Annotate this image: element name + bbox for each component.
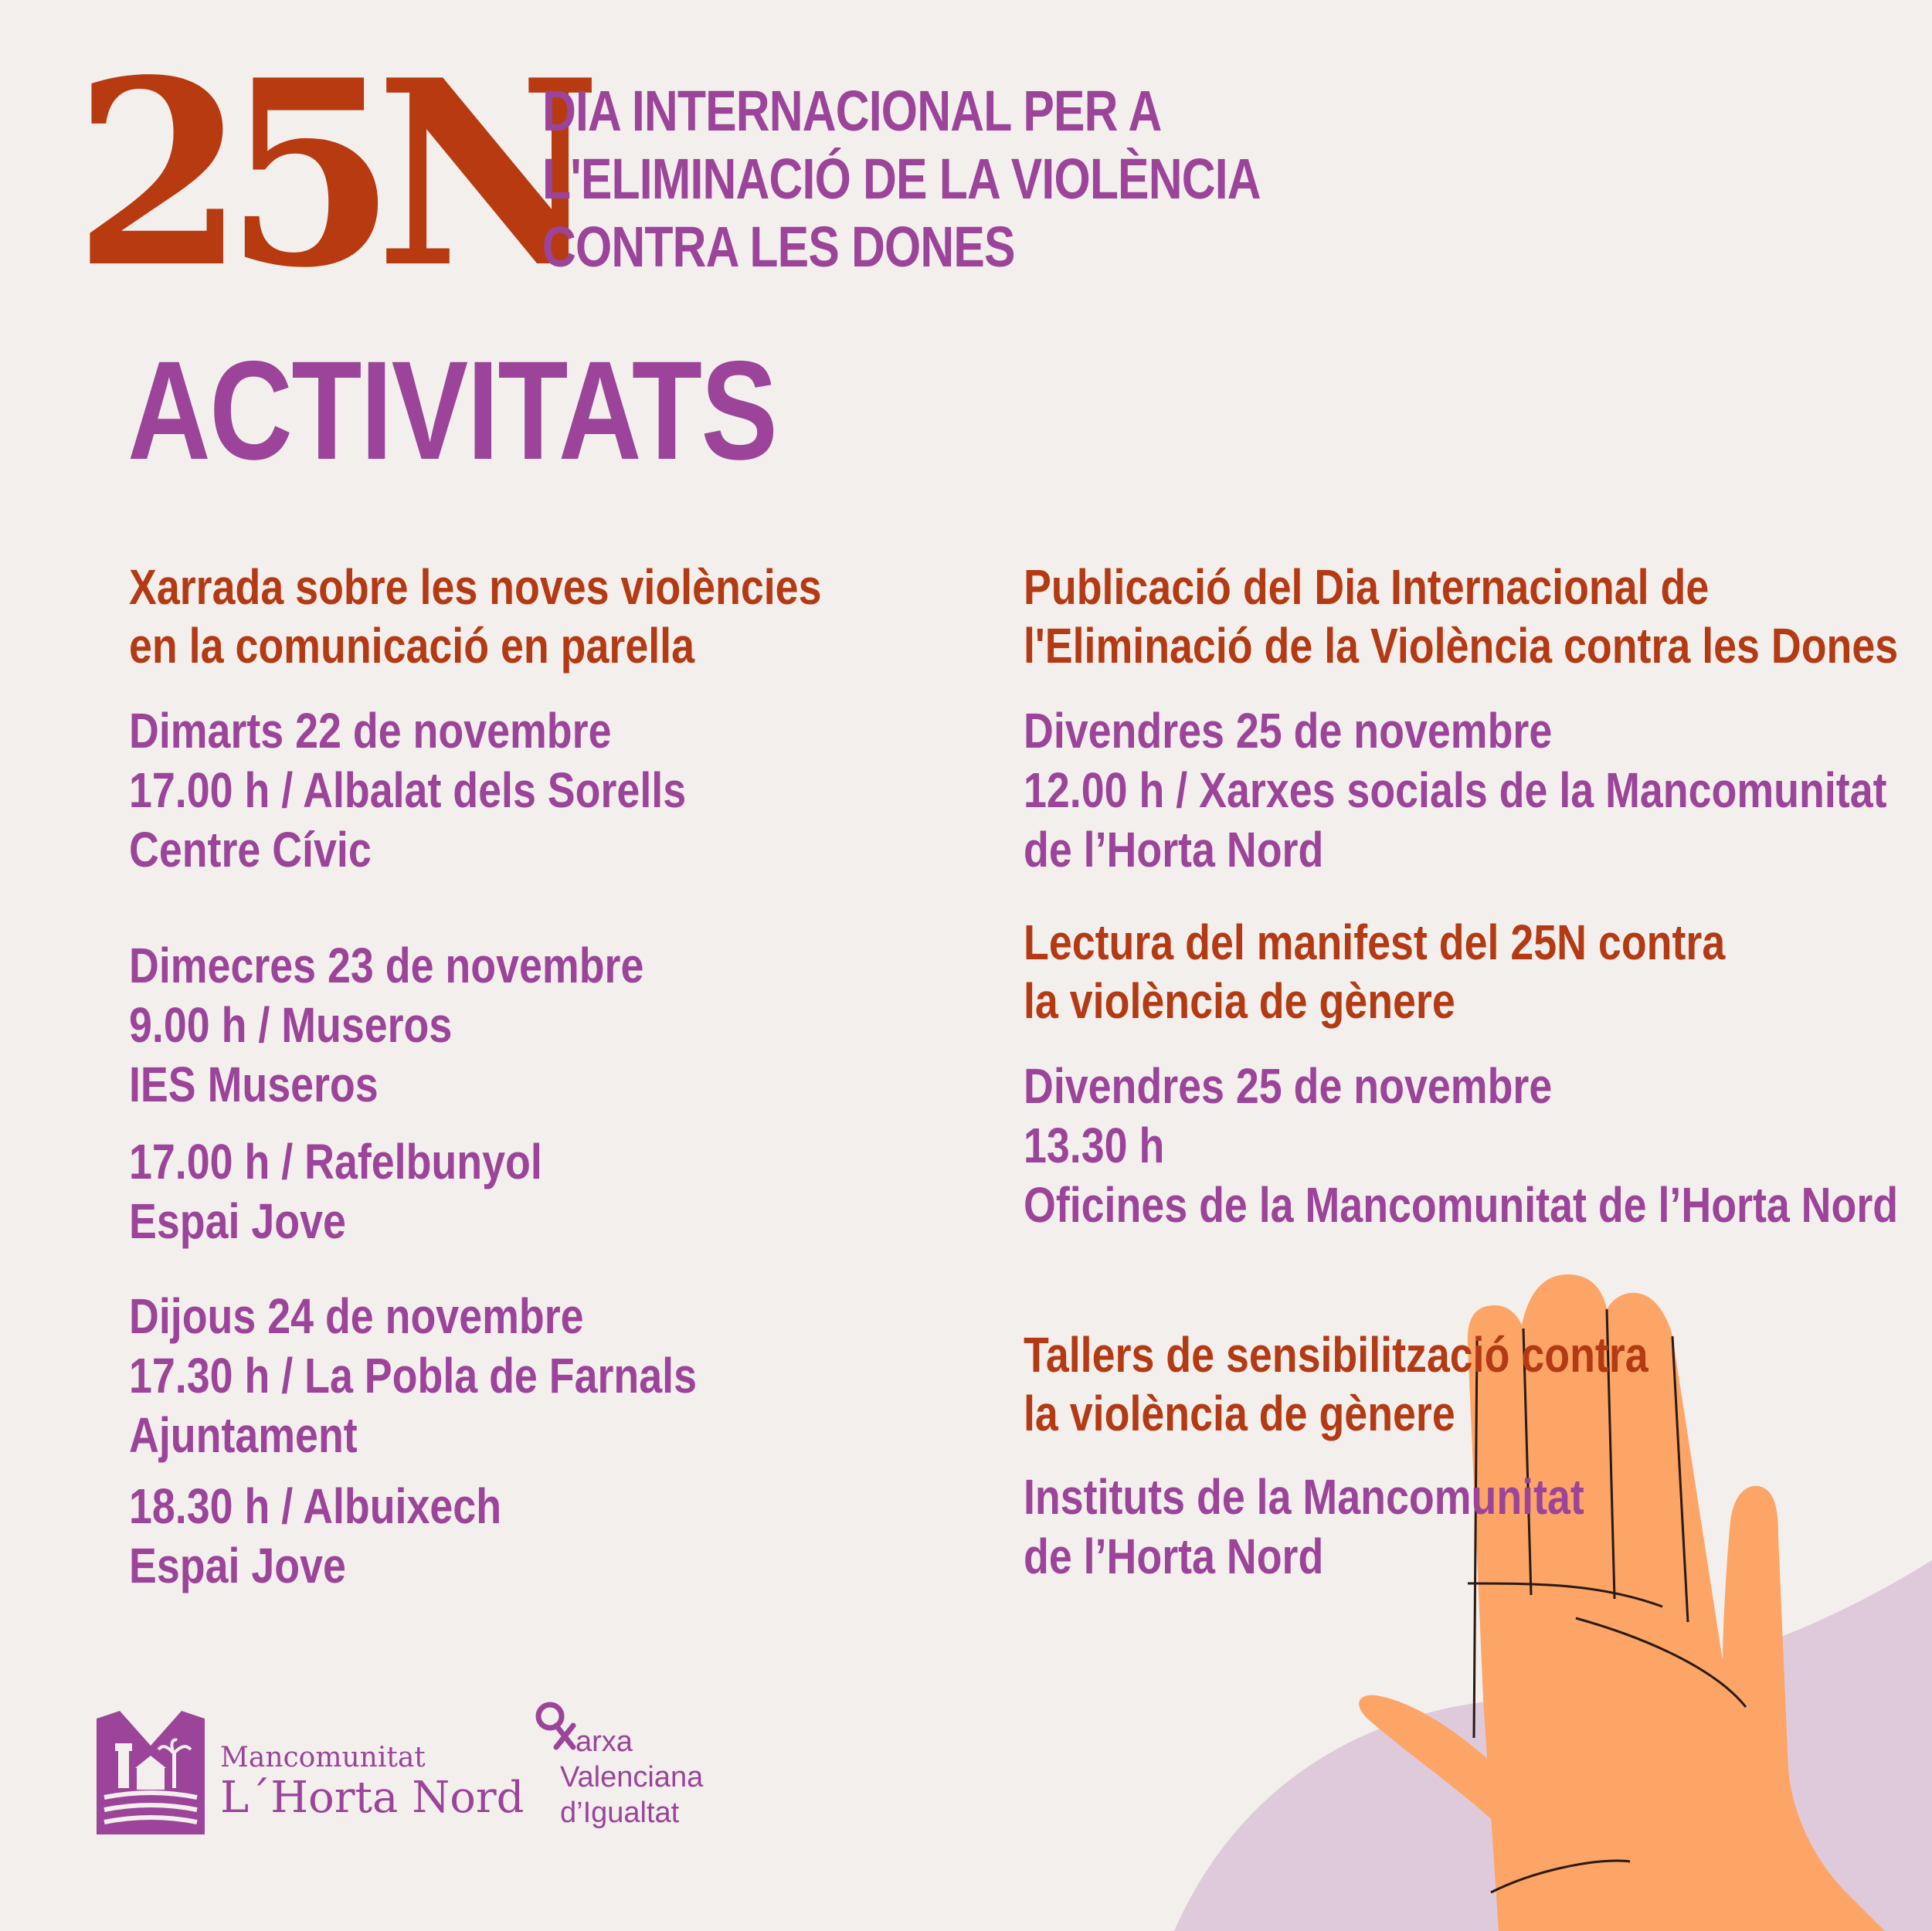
session-date: Dimarts 22 de novembre bbox=[129, 703, 612, 758]
session-museros bbox=[129, 936, 643, 1115]
session-time-place: 17.00 h / Albalat dels Sorells bbox=[129, 762, 687, 818]
activity-time-place: 12.00 h / Xarxes socials de la Mancomunitat bbox=[1024, 762, 1887, 818]
session-venue: Ajuntament bbox=[129, 1407, 358, 1463]
xarxa-line: d’Igualtat bbox=[560, 1797, 680, 1829]
session-time-place: 9.00 h / Museros bbox=[129, 997, 453, 1053]
event-title-line: CONTRA LES DONES bbox=[542, 215, 1015, 279]
session-venue: IES Museros bbox=[129, 1057, 379, 1112]
session-time-place: 17.30 h / La Pobla de Farnals bbox=[129, 1348, 697, 1403]
activity-time: 13.30 h bbox=[1024, 1118, 1165, 1173]
activity-info-publicacio bbox=[1024, 701, 1886, 880]
activity-venue: Oficines de la Mancomunitat de l’Horta Nord bbox=[1024, 1177, 1899, 1233]
event-title bbox=[542, 77, 1261, 281]
event-title-line: L'ELIMINACIÓ DE LA VIOLÈNCIA bbox=[542, 147, 1261, 211]
activity-title-line: Lectura del manifest del 25N contra bbox=[1024, 915, 1726, 970]
xarxa-line: arxa bbox=[576, 1726, 633, 1758]
activity-title-tallers bbox=[1024, 1325, 1648, 1443]
mancomunitat-wordmark bbox=[220, 1742, 525, 1822]
activity-title-lectura bbox=[1024, 913, 1725, 1030]
session-date: Dijous 24 de novembre bbox=[129, 1288, 584, 1344]
mancomunitat-emblem-icon bbox=[97, 1711, 205, 1834]
session-time-place: 18.30 h / Albuixech bbox=[129, 1478, 502, 1534]
activity-info-lectura bbox=[1024, 1057, 1898, 1235]
activity-date: Divendres 25 de novembre bbox=[1024, 1058, 1553, 1114]
mancomunitat-label: Mancomunitat bbox=[220, 1742, 426, 1773]
logo-25n: 25N bbox=[73, 24, 581, 324]
session-date: Dimecres 23 de novembre bbox=[129, 938, 644, 993]
activity-info-tallers bbox=[1024, 1468, 1584, 1587]
session-venue: Espai Jove bbox=[129, 1193, 346, 1249]
session-albalat bbox=[129, 701, 686, 880]
activity-title-line: Publicació del Dia Internacional de bbox=[1024, 559, 1710, 615]
event-title-line: DIA INTERNACIONAL PER A bbox=[542, 79, 1162, 143]
session-pobla-farnals bbox=[129, 1287, 697, 1465]
horta-nord-label: L´Horta Nord bbox=[220, 1773, 525, 1823]
activity-title-xarrada bbox=[129, 558, 821, 675]
activity-venue: de l’Horta Nord bbox=[1024, 822, 1324, 877]
activity-title-line: la violència de gènere bbox=[1024, 1386, 1455, 1441]
session-venue: Espai Jove bbox=[129, 1538, 346, 1593]
activity-title-publicacio bbox=[1024, 558, 1898, 675]
session-albuixech bbox=[129, 1477, 501, 1596]
activity-venue: Instituts de la Mancomunitat bbox=[1024, 1469, 1584, 1525]
session-time-place: 17.00 h / Rafelbunyol bbox=[129, 1134, 542, 1189]
session-venue: Centre Cívic bbox=[129, 822, 372, 877]
activity-title-line: l'Eliminació de la Violència contra les Dones bbox=[1024, 618, 1899, 674]
activity-title-line: en la comunicació en parella bbox=[129, 618, 695, 674]
activity-title-line: Xarrada sobre les noves violències bbox=[129, 559, 822, 615]
activity-title-line: la violència de gènere bbox=[1024, 973, 1455, 1029]
xarxa-line: Valenciana bbox=[560, 1761, 704, 1794]
section-title: ACTIVITATS bbox=[127, 331, 777, 489]
session-rafelbunyol bbox=[129, 1132, 542, 1251]
activity-venue: de l’Horta Nord bbox=[1024, 1529, 1324, 1584]
activity-date: Divendres 25 de novembre bbox=[1024, 703, 1553, 758]
activity-title-line: Tallers de sensibilització contra bbox=[1024, 1327, 1648, 1383]
xarxa-wordmark bbox=[560, 1724, 703, 1831]
